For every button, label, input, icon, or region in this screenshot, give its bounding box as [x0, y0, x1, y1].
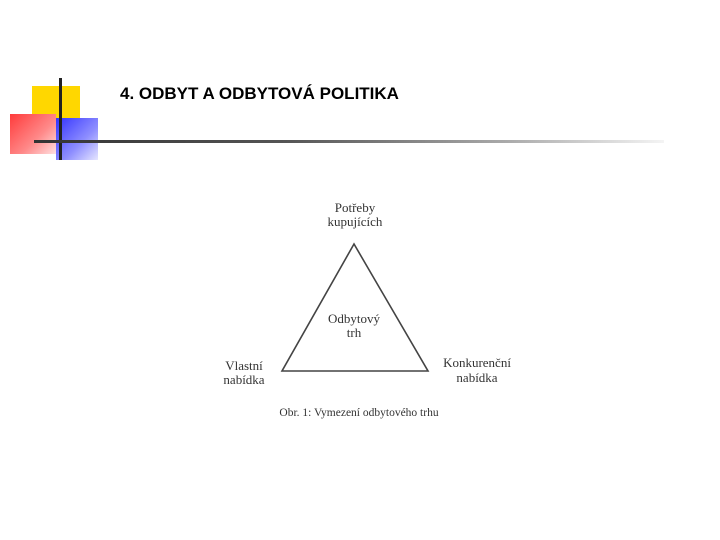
triangle-shape [282, 244, 428, 371]
right-label-line2: nabídka [456, 370, 498, 385]
top-label-line1: Potřeby [334, 200, 376, 215]
right-label-line1: Konkurenční [443, 355, 511, 370]
left-label-line2: nabídka [223, 372, 265, 387]
figure-caption: Obr. 1: Vymezení odbytového trhu [279, 407, 439, 419]
slide-title: 4. ODBYT A ODBYTOVÁ POLITIKA [120, 84, 399, 103]
left-label-line1: Vlastní [225, 358, 263, 373]
top-label-line2: kupujících [327, 214, 383, 229]
center-label-line1: Odbytový [328, 311, 380, 326]
center-label-line2: trh [346, 325, 362, 340]
